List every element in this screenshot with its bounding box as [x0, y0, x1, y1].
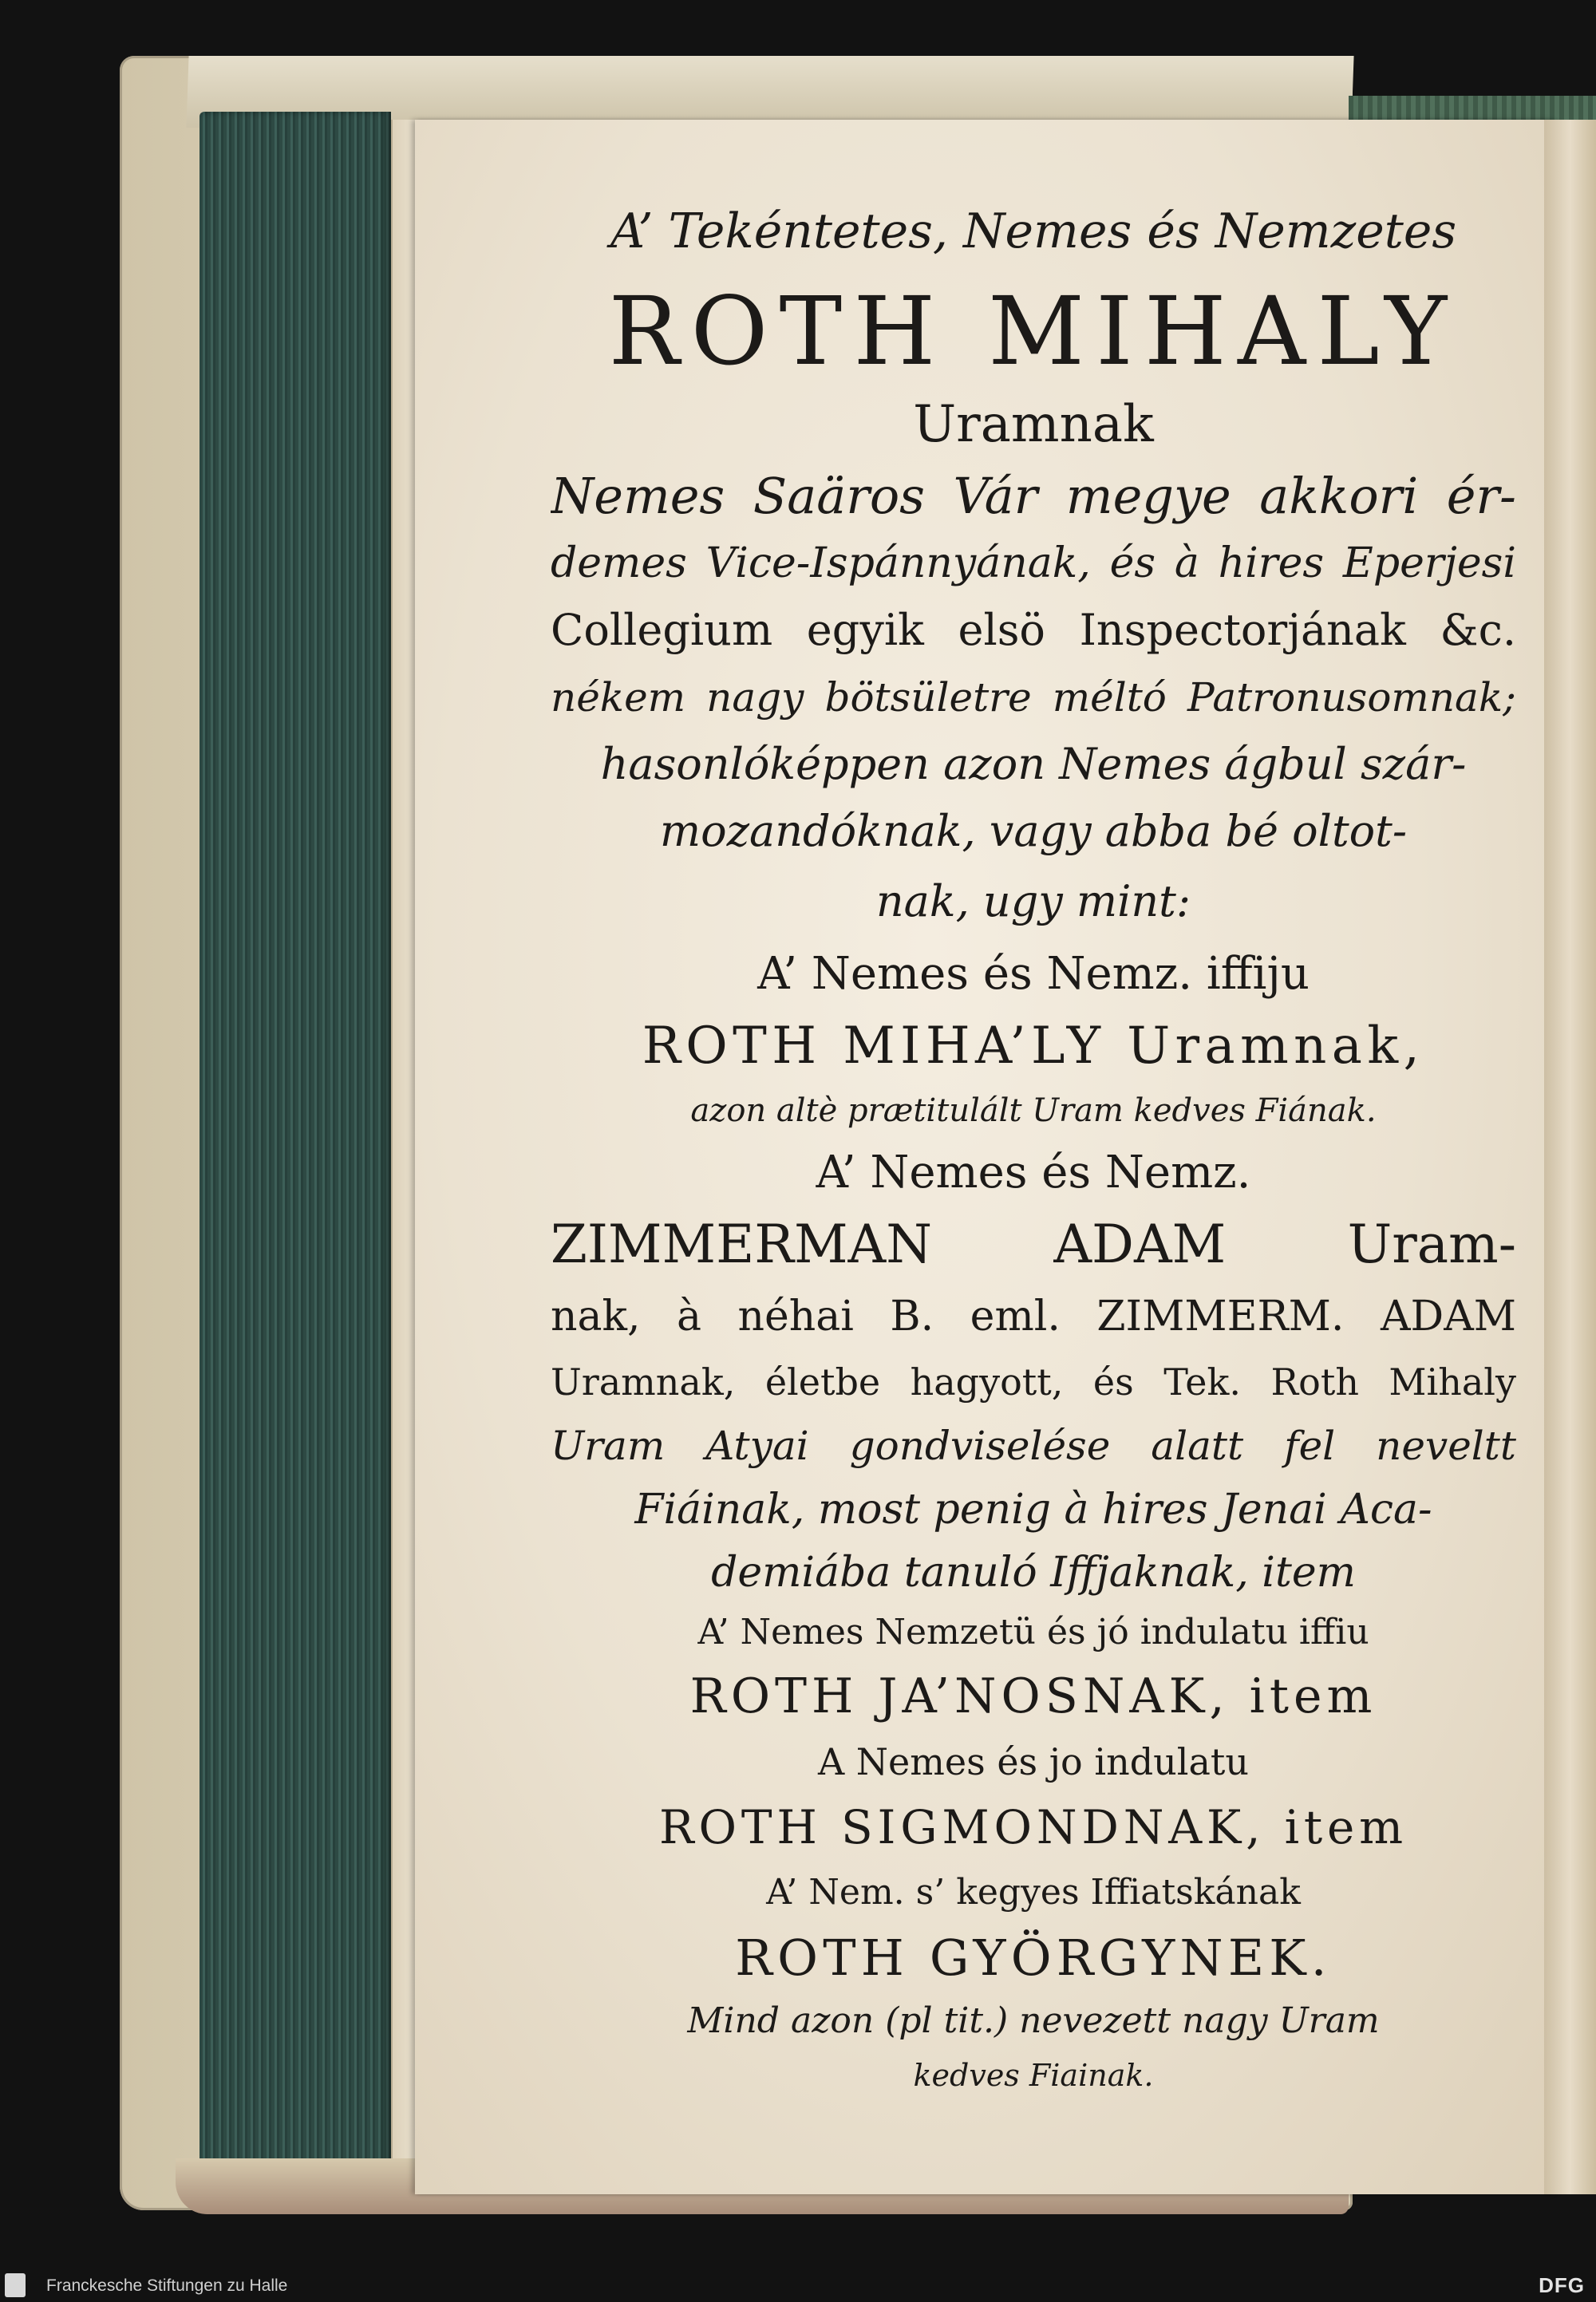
dedicatee-name: ROTH MIHALY — [608, 276, 1459, 386]
text-line: demiába tanuló Iffjaknak, item — [711, 1549, 1356, 1597]
son-name-gyorgy: ROTH GYÖRGYNEK. — [735, 1929, 1332, 1987]
text-line: Collegium egyik elsö Inspectorjának &c. — [551, 605, 1516, 655]
text-line: hasonlóképpen azon Nemes ágbul szár- — [600, 739, 1467, 789]
institution-logo-icon — [5, 2273, 26, 2297]
dedication-line: A’ Tekéntetes, Nemes és Nemzetes — [610, 203, 1457, 259]
text-line: A’ Nemes Nemzetü és jó indulatu iffiu — [697, 1612, 1369, 1652]
ward-name-zimmerman: ZIMMERMAN ADAM Uram- — [551, 1214, 1516, 1275]
text-line: A’ Nemes és Nemz. iffiju — [757, 948, 1310, 1000]
footer-bar — [0, 2268, 1596, 2302]
dfg-logo: DFG — [1539, 2273, 1585, 2297]
text-line: Mind azon (pl tit.) nevezett nagy Uram — [687, 2000, 1380, 2041]
text-line: nékem nagy bötsületre méltó Patronusomnak; — [551, 674, 1516, 721]
text-line: nak, à néhai B. eml. ZIMMERM. ADAM — [551, 1293, 1516, 1341]
text-line: A’ Nemes és Nemz. — [816, 1147, 1251, 1198]
son-name-janos: ROTH JA’NOSNAK, item — [689, 1668, 1377, 1724]
text-line: A Nemes és jo indulatu — [817, 1740, 1250, 1783]
text-line: Uramnak — [913, 395, 1154, 454]
son-name-sigmond: ROTH SIGMONDNAK, item — [659, 1800, 1408, 1854]
text-line: nak, ugy mint: — [875, 876, 1191, 926]
text-line: Uram Atyai gondviselése alatt fel neveltt — [551, 1423, 1516, 1469]
book-gutter — [1544, 120, 1596, 2194]
text-line: A’ Nem. s’ kegyes Iffiatskának — [766, 1872, 1301, 1913]
text-line: azon altè prætitulált Uram kedves Fiának. — [690, 1092, 1377, 1129]
text-line: Fiáinak, most penig à hires Jenai Aca- — [634, 1486, 1432, 1534]
text-line: Nemes Saäros Vár megye akkori ér- — [551, 467, 1516, 525]
text-line: Uramnak, életbe hagyott, és Tek. Roth Mihaly — [551, 1360, 1516, 1404]
title-page-text — [551, 188, 1516, 2102]
text-line: kedves Fiainak. — [913, 2058, 1154, 2093]
page-block-edge — [200, 112, 391, 2170]
institution-label: Franckesche Stiftungen zu Halle — [46, 2276, 288, 2295]
text-line: demes Vice-Ispánnyának, és à hires Eperjesi — [551, 539, 1516, 587]
son-name-mihaly: ROTH MIHA’LY Uramnak, — [642, 1017, 1425, 1076]
text-line: mozandóknak, vagy abba bé oltot- — [659, 806, 1408, 856]
